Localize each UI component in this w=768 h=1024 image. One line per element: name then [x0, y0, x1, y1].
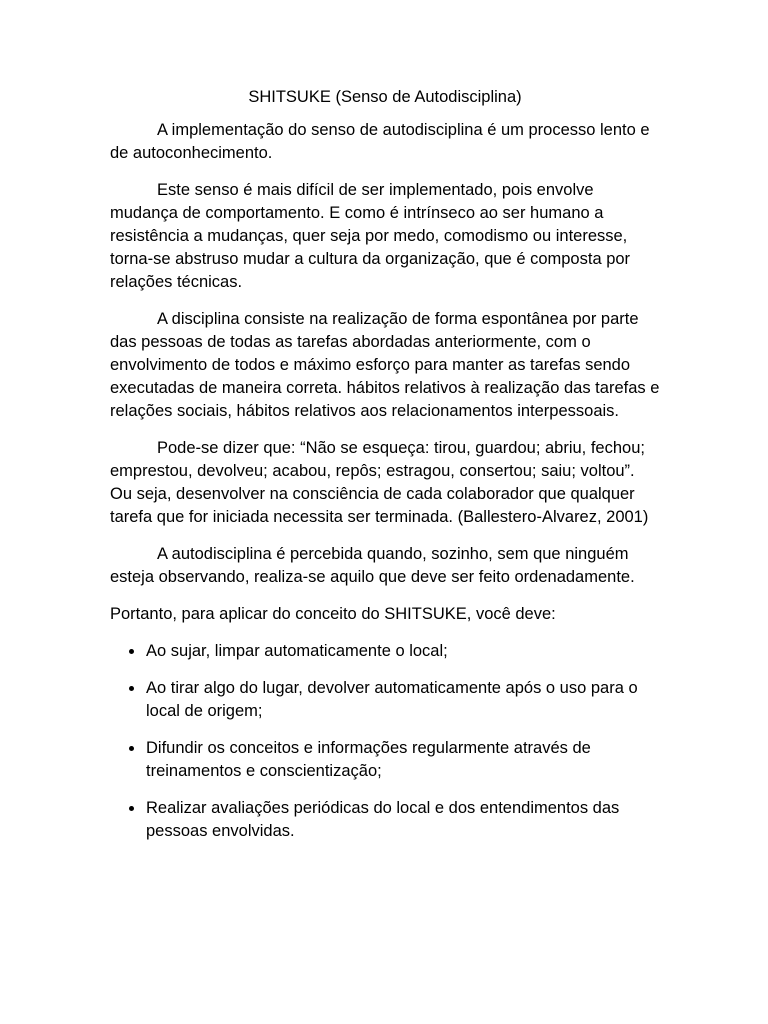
paragraph: A autodisciplina é percebida quando, sozinho, sem que ninguém esteja observando, realiza-se aquilo que deve ser feito ordenadamente.	[110, 545, 635, 586]
bullet-icon	[129, 806, 134, 811]
bullet-icon	[129, 746, 134, 751]
list-item-text: Ao tirar algo do lugar, devolver automaticamente após o uso para o local de origem;	[146, 679, 638, 720]
document-title: SHITSUKE (Senso de Autodisciplina)	[248, 88, 522, 106]
paragraph: A disciplina consiste na realização de forma espontânea por parte das pessoas de todas as tarefas abordadas anteriormente, com o envolvimento de todos e máximo esforço para manter as tarefas sendo executadas de maneira correta. hábitos relativos à realização das tarefas e relações sociais, hábitos relativos aos relacionamentos interpessoais.	[110, 310, 660, 420]
list-item	[110, 677, 660, 723]
paragraph: Este senso é mais difícil de ser implementado, pois envolve mudança de comportamento. E como é intrínseco ao ser humano a resistência a mudanças, quer seja por medo, comodismo ou interesse, torna-se abstruso mudar a cultura da organização, que é composta por relações técnicas.	[110, 181, 631, 291]
list-item-text: Difundir os conceitos e informações regularmente através de treinamentos e conscientização;	[146, 739, 591, 780]
list-item	[110, 737, 660, 783]
list-item-text: Ao sujar, limpar automaticamente o local;	[146, 642, 448, 660]
document-page	[110, 86, 660, 857]
bullet-icon	[129, 649, 134, 654]
paragraph: A implementação do senso de autodisciplina é um processo lento e de autoconhecimento.	[110, 121, 650, 162]
list-item	[110, 640, 660, 663]
bullet-list	[110, 640, 660, 843]
paragraph: Pode-se dizer que: “Não se esqueça: tirou, guardou; abriu, fechou; emprestou, devolveu; acabou, repôs; estragou, consertou; saiu; voltou”. Ou seja, desenvolver na consciência de cada colaborador que qualquer tarefa que for iniciada necessita ser terminada. (Ballestero-Alvarez, 2001)	[110, 439, 649, 526]
list-intro: Portanto, para aplicar do conceito do SHITSUKE, você deve:	[110, 605, 556, 623]
list-item-text: Realizar avaliações periódicas do local e dos entendimentos das pessoas envolvidas.	[146, 799, 620, 840]
list-item	[110, 797, 660, 843]
bullet-icon	[129, 686, 134, 691]
